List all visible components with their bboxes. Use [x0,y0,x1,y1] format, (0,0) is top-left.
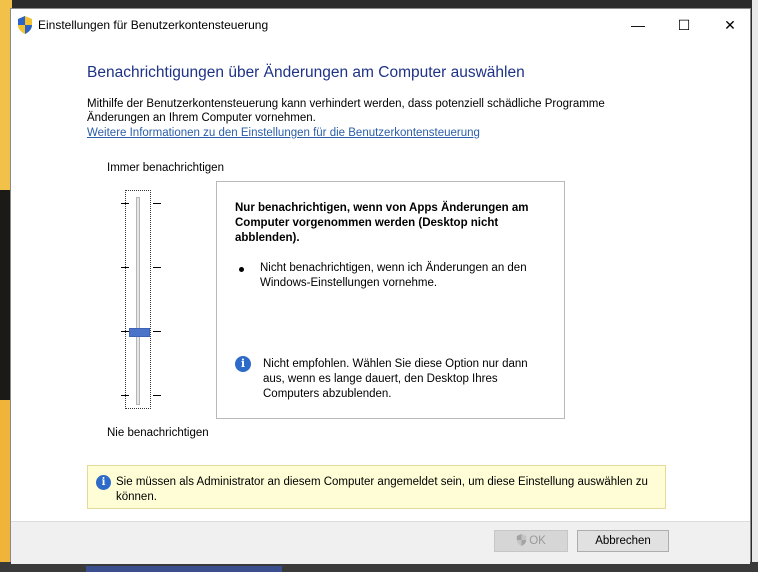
description-text: Mithilfe der Benutzerkontensteuerung kann verhindert werden, dass potenziell schädliche Programme Änderungen an Ihrem Computer vornehmen. [87,98,605,124]
close-button[interactable]: ✕ [724,17,736,33]
slider-tick [121,395,129,396]
more-info-link[interactable]: Weitere Informationen zu den Einstellungen für die Benutzerkontensteuerung [87,127,480,139]
slider-tick [121,267,129,268]
page-heading: Benachrichtigungen über Änderungen am Computer auswählen [87,64,525,81]
admin-notice-bar [87,465,666,509]
uac-shield-icon [516,534,527,546]
maximize-button[interactable]: ☐ [677,17,691,33]
slider-tick [121,203,129,204]
ok-label: OK [529,535,546,547]
uac-settings-dialog [10,8,751,562]
bullet-icon [239,267,244,272]
info-icon: i [235,356,251,372]
minimize-button[interactable]: — [631,17,645,33]
slider-bottom-label: Nie benachrichtigen [107,427,209,439]
slider-top-label: Immer benachrichtigen [107,162,224,174]
level-note-text: Nicht empfohlen. Wählen Sie diese Option nur dann aus, wenn es lange dauert, den Desktop Ihres Computers abzublenden. [263,358,528,400]
notification-level-slider[interactable] [116,189,166,413]
level-title: Nur benachrichtigen, wenn von Apps Änderungen am Computer vorgenommen werden (Desktop nicht abblenden). [235,202,529,244]
level-description-box [216,181,565,419]
cancel-button[interactable]: Abbrechen [577,530,669,552]
uac-shield-icon [17,16,33,34]
slider-tick [153,267,161,268]
level-bullet-text: Nicht benachrichtigen, wenn ich Änderungen an den Windows-Einstellungen vornehme. [260,262,527,289]
ok-button[interactable] [494,530,568,552]
background-window [752,0,758,572]
window-title: Einstellungen für Benutzerkontensteuerung [38,18,269,32]
info-icon: i [96,475,111,490]
title-bar[interactable] [11,9,750,41]
admin-notice-text: Sie müssen als Administrator an diesem Computer angemeldet sein, um diese Einstellung auswählen zu können. [116,476,648,503]
slider-thumb[interactable] [129,328,150,337]
slider-track[interactable] [136,197,140,405]
slider-tick [153,331,161,332]
slider-tick [121,331,129,332]
slider-tick [153,203,161,204]
slider-tick [153,395,161,396]
dialog-footer [11,521,750,564]
taskbar-item[interactable] [86,566,282,572]
